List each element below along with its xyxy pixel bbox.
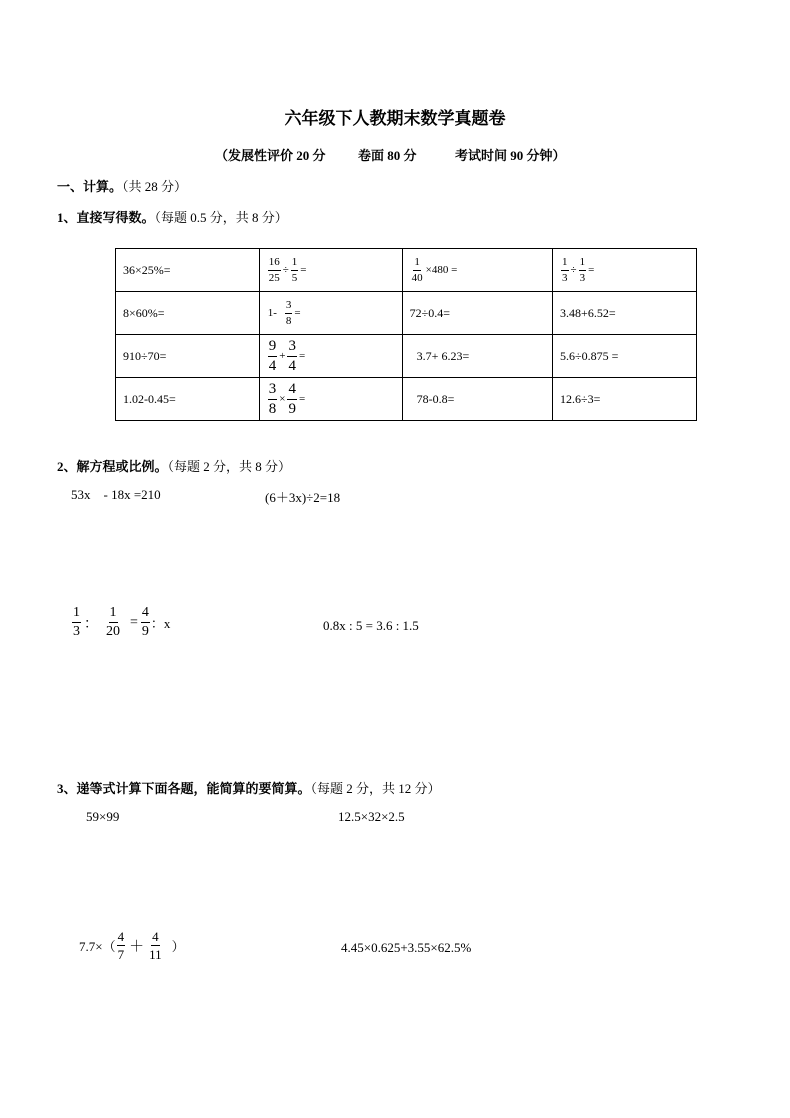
table-cell: 1- $\frac{3}{8}$ = — [259, 292, 402, 335]
expression-1: 59×99 — [86, 809, 120, 824]
section-1-note: （共 28 分） — [122, 179, 188, 194]
fraction: $\frac{1}{20}$ — [106, 605, 120, 639]
table-cell: 910÷70= — [116, 335, 260, 378]
question-1-heading — [57, 207, 288, 226]
fraction: $\frac{4}{7}$ — [117, 929, 125, 962]
page-title: 六年级下人教期末数学真题卷 — [284, 109, 506, 128]
fraction: $\frac{4}{9}$ — [141, 605, 149, 639]
question-3-note: （每题 2 分，共 12 分） — [310, 781, 441, 796]
fraction: $\frac{1}{40}$ — [411, 255, 423, 284]
table-row — [116, 249, 697, 292]
section-1-title: 一、计算。 — [57, 179, 123, 194]
expression-4: 4.45×0.625+3.55×62.5% — [341, 940, 472, 955]
expression-2: 12.5×32×2.5 — [338, 809, 405, 824]
question-3-heading — [57, 778, 441, 797]
table-cell: $\frac{16}{25}$ ÷ $\frac{1}{5}$ = — [259, 249, 402, 292]
table-cell: 3.48+6.52= — [553, 292, 697, 335]
section-1-heading — [57, 176, 187, 195]
table-row — [116, 292, 697, 335]
exam-info — [215, 145, 566, 164]
table-cell: 12.6÷3= — [553, 378, 697, 421]
table-cell: 5.6÷0.875 = — [553, 335, 697, 378]
fraction: $\frac{4}{11}$ — [149, 929, 162, 962]
fraction: $\frac{1}{3}$ — [73, 605, 80, 639]
question-2-note: （每题 2 分，共 8 分） — [167, 459, 292, 474]
table-cell: 78-0.8= — [402, 378, 552, 421]
fraction: $\frac{3}{4}$ — [288, 337, 296, 374]
question-3-title: 3、递等式计算下面各题，能简算的要简算。 — [57, 781, 311, 796]
equation-4: 0.8x : 5 = 3.6 : 1.5 — [323, 618, 419, 633]
table-cell: $\frac{1}{3}$ ÷ $\frac{1}{3}$ = — [553, 249, 697, 292]
equation-1: 53x - 18x =210 — [71, 487, 161, 502]
fraction: $\frac{3}{8}$ — [268, 380, 277, 417]
equation-2: (6＋3x)÷2=18 — [265, 490, 341, 505]
fraction: $\frac{4}{9}$ — [288, 380, 296, 417]
table-cell: 8×60%= — [116, 292, 260, 335]
table-cell: $\frac{3}{8}$ × $\frac{4}{9}$ = — [259, 378, 402, 421]
fraction: $\frac{1}{3}$ — [562, 255, 568, 284]
table-cell: $\frac{1}{40}$ ×480 = — [402, 249, 552, 292]
question-1-title: 1、直接写得数。 — [57, 210, 155, 225]
table-cell: 1.02-0.45= — [116, 378, 260, 421]
question-2-heading — [57, 456, 291, 475]
fraction: $\frac{1}{3}$ — [579, 255, 586, 284]
equation-3: $\frac{1}{3}$ ： $\frac{1}{20}$ = $\frac{4}{9}$ ：x — [73, 605, 171, 639]
question-1-note: （每题 0.5 分，共 8 分） — [154, 210, 288, 225]
paper-score: 卷面 80 分 — [358, 148, 417, 163]
oral-calculation-table — [115, 248, 697, 421]
evaluation-score: （发展性评价 20 分 — [215, 148, 326, 163]
fraction: $\frac{1}{5}$ — [291, 255, 298, 284]
fraction: $\frac{3}{8}$ — [285, 298, 292, 327]
table-row — [116, 335, 697, 378]
question-2-title: 2、解方程或比例。 — [57, 459, 168, 474]
table-row — [116, 378, 697, 421]
table-cell: 3.7+ 6.23= — [402, 335, 552, 378]
table-cell: 72÷0.4= — [402, 292, 552, 335]
fraction: $\frac{16}{25}$ — [268, 255, 280, 284]
table-cell: $\frac{9}{4}$ + $\frac{3}{4}$ = — [259, 335, 402, 378]
fraction: $\frac{9}{4}$ — [268, 337, 277, 374]
exam-time: 考试时间 90 分钟） — [455, 148, 566, 163]
expression-3: 7.7×（ $\frac{4}{7}$ ＋ $\frac{4}{11}$ ） — [79, 929, 185, 962]
table-cell: 36×25%= — [116, 249, 260, 292]
